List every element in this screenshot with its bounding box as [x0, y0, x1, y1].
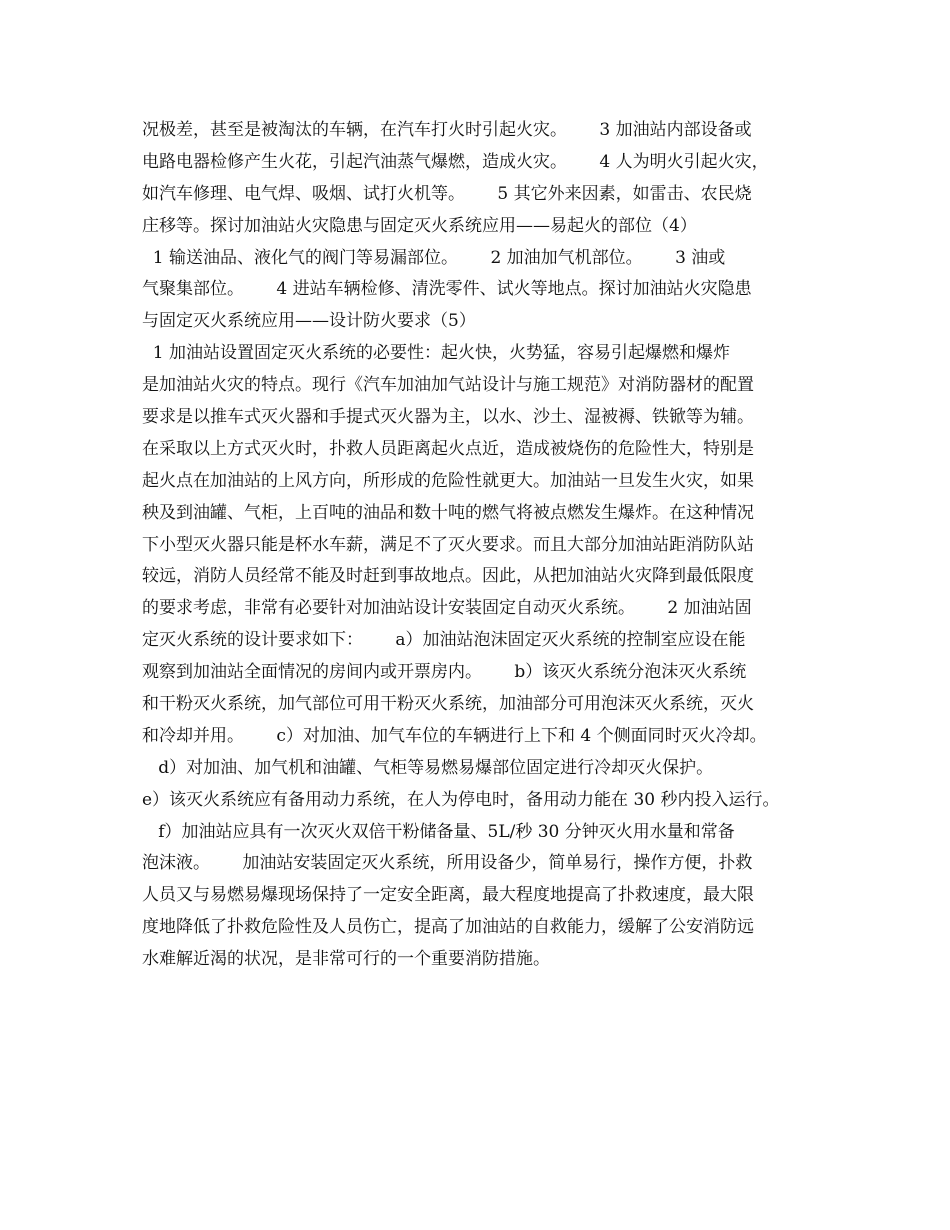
text-line: 起火点在加油站的上风方向，所形成的危险性就更大。加油站一旦发生火灾，如果 — [142, 470, 754, 491]
text-line: 定灭火系统的设计要求如下： a）加油站泡沫固定灭火系统的控制室应设在能 — [142, 630, 746, 651]
text-line: 的要求考虑，非常有必要针对加油站设计安装固定自动灭火系统。 2 加油站固 — [142, 598, 752, 619]
text-line: 下小型灭火器只能是杯水车薪，满足不了灭火要求。而且大部分加油站距消防队站 — [142, 534, 754, 555]
text-line: 泡沫液。 加油站安装固定灭火系统，所用设备少，简单易行，操作方便，扑救 — [142, 853, 753, 874]
text-line: 气聚集部位。 4 进站车辆检修、清洗零件、试火等地点。探讨加油站火灾隐患 — [142, 279, 752, 300]
text-line: 在采取以上方式灭火时，扑救人员距离起火点近，造成被烧伤的危险性大，特别是 — [142, 438, 754, 459]
text-line: 1 加油站设置固定灭火系统的必要性：起火快，火势猛，容易引起爆燃和爆炸 — [142, 343, 731, 364]
text-line: 秧及到油罐、气柜，上百吨的油品和数十吨的燃气将被点燃发生爆炸。在这种情况 — [142, 502, 754, 523]
text-line: d）对加油、加气机和油罐、气柜等易燃易爆部位固定进行冷却灭火保护。 — [142, 757, 714, 778]
text-line: 如汽车修理、电气焊、吸烟、试打火机等。 5 其它外来因素，如雷击、农民烧 — [142, 183, 752, 204]
text-line: 人员又与易燃易爆现场保持了一定安全距离，最大程度地提高了扑救速度，最大限 — [142, 885, 754, 906]
text-line: 电路电器检修产生火花，引起汽油蒸气爆燃，造成火灾。 4 人为明火引起火灾， — [142, 151, 769, 172]
text-line: 是加油站火灾的特点。现行《汽车加油加气站设计与施工规范》对消防器材的配置 — [142, 375, 754, 396]
text-line: 要求是以推车式灭火器和手提式灭火器为主，以水、沙土、湿被褥、铁锨等为辅。 — [142, 407, 754, 428]
text-line: 1 输送油品、液化气的阀门等易漏部位。 2 加油加气机部位。 3 油或 — [142, 247, 726, 268]
text-line: 庄移等。探讨加油站火灾隐患与固定灭火系统应用——易起火的部位（4） — [142, 215, 697, 236]
body-text — [142, 115, 822, 976]
text-line: e）该灭火系统应有备用动力系统，在人为停电时，备用动力能在 30 秒内投入运行。 — [142, 789, 780, 810]
text-line: 和冷却并用。 c）对加油、加气车位的车辆进行上下和 4 个侧面同时灭火冷却。 — [142, 725, 767, 746]
text-line: f）加油站应具有一次灭火双倍干粉储备量、5L/秒 30 分钟灭火用水量和常备 — [142, 821, 735, 842]
text-line: 况极差，甚至是被淘汰的车辆，在汽车打火时引起火灾。 3 加油站内部设备或 — [142, 120, 752, 140]
text-line: 度地降低了扑救危险性及人员伤亡，提高了加油站的自救能力，缓解了公安消防远 — [142, 917, 754, 938]
text-line: 水难解近渴的状况，是非常可行的一个重要消防措施。 — [142, 949, 550, 970]
text-line: 和干粉灭火系统，加气部位可用干粉灭火系统，加油部分可用泡沫灭火系统，灭火 — [142, 694, 754, 715]
text-line: 与固定灭火系统应用——设计防火要求（5） — [142, 311, 476, 332]
text-line: 观察到加油站全面情况的房间内或开票房内。 b）该灭火系统分泡沫灭火系统 — [142, 662, 747, 683]
text-line: 较远，消防人员经常不能及时赶到事故地点。因此，从把加油站火灾降到最低限度 — [142, 566, 754, 587]
